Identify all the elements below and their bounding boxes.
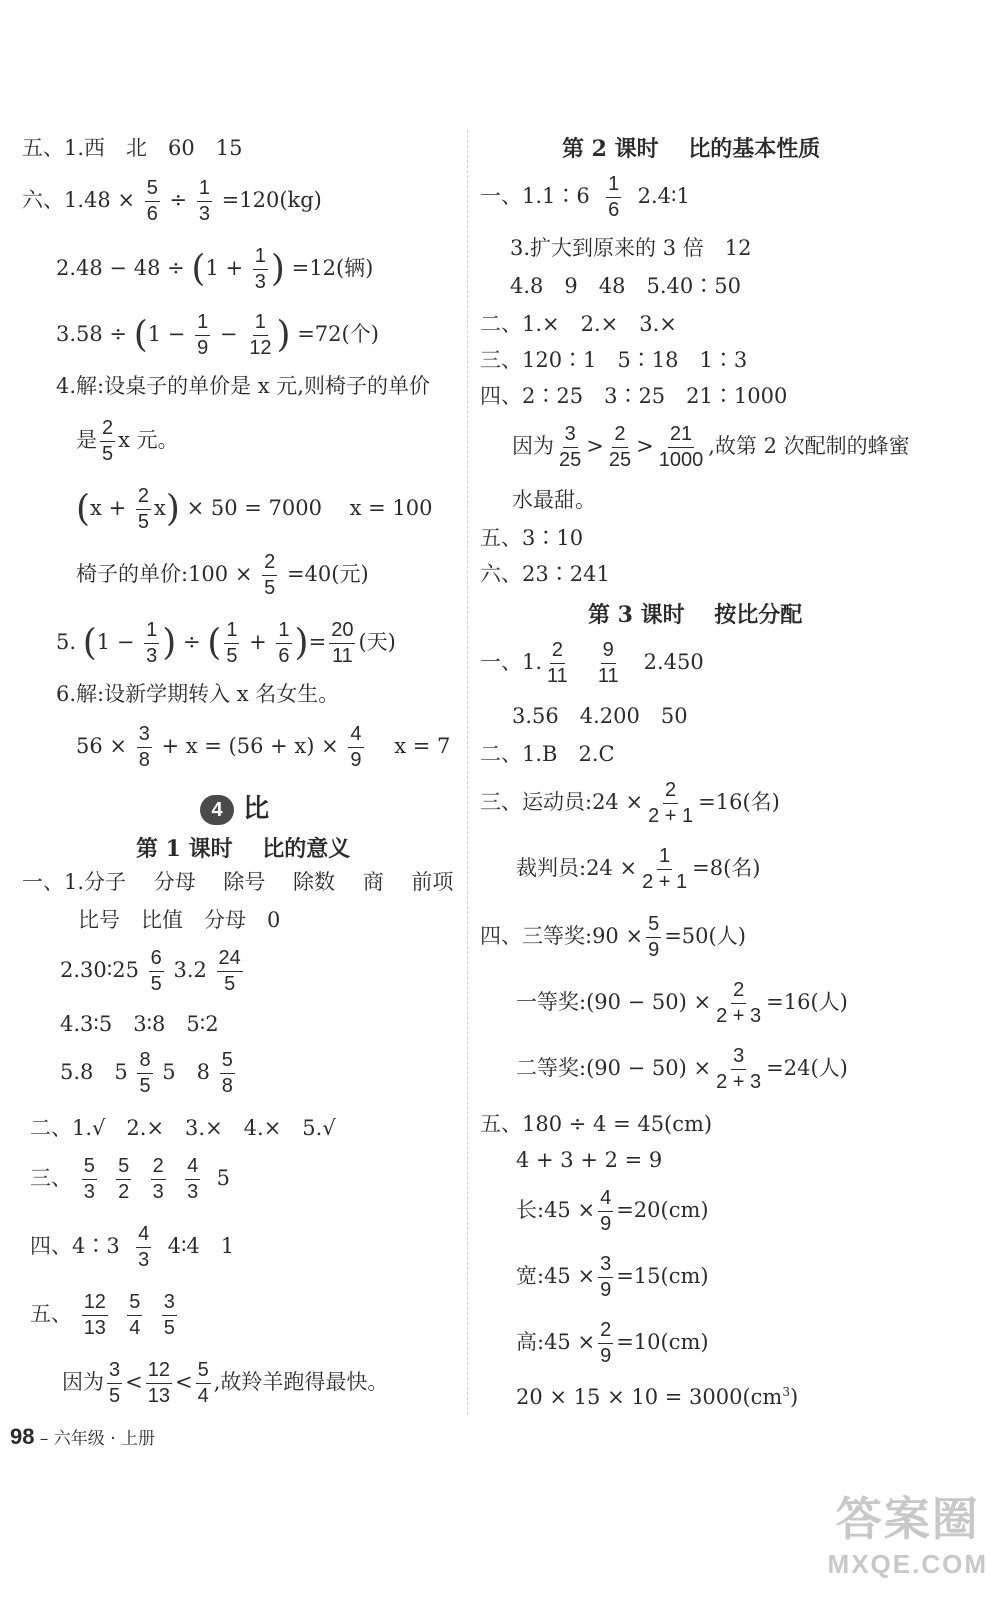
answer-6-4-intro	[56, 376, 430, 397]
answer-text: 比号 比值 分母 0	[78, 908, 281, 932]
fraction	[137, 724, 152, 771]
expr-result: =12(辆)	[291, 256, 374, 280]
watermark-url: MXQE.COM	[827, 1549, 988, 1579]
fraction	[598, 1254, 613, 1301]
numerator: 2	[550, 640, 565, 664]
numerator: 2	[612, 424, 627, 448]
answer-text: 4.8 9 48 5.40∶50	[510, 274, 741, 298]
expr-result: =10(cm)	[616, 1330, 709, 1354]
denominator: 5	[139, 1075, 151, 1097]
l3-section-1-q3	[512, 706, 688, 727]
answer-6-5	[56, 620, 396, 667]
l3-section-2	[480, 744, 615, 765]
expr-result: =16(名)	[698, 790, 780, 814]
fraction	[146, 1360, 172, 1407]
expr-result: × 50 = 7000 x = 100	[186, 496, 433, 520]
answer-text: 四、2∶25 3∶25 21∶1000	[480, 384, 788, 408]
numerator: 1	[197, 178, 212, 202]
answer-text: 4 + 3 + 2 = 9	[516, 1148, 663, 1172]
paren-close: )	[165, 488, 180, 530]
numerator: 3	[731, 1046, 746, 1070]
denominator: 5	[109, 1385, 121, 1407]
l2-section-4-cont	[512, 490, 596, 511]
fraction	[185, 1156, 200, 1203]
denominator: 4	[197, 1385, 209, 1407]
column-divider	[467, 130, 468, 1415]
expr-result: (天)	[358, 630, 396, 654]
denominator: 3	[187, 1181, 199, 1203]
answer-text: 三、120∶1 5∶18 1∶3	[480, 348, 748, 372]
answer-text: 二、1.× 2.× 3.×	[480, 312, 677, 336]
denominator: 1000	[658, 449, 704, 471]
numerator: 2	[136, 486, 151, 510]
answer-text: 五、1.西 北 60 15	[22, 136, 243, 160]
fraction	[329, 620, 355, 667]
l3-section-5-sum	[516, 1150, 662, 1171]
answer-text: 五、180 ÷ 4 = 45(cm)	[480, 1112, 713, 1136]
expr-lead: 因为	[62, 1370, 104, 1394]
numerator: 5	[82, 1156, 97, 1180]
l3-section-5	[480, 1114, 712, 1135]
numerator: 4	[598, 1188, 613, 1212]
answer-text: 6.解:设新学期转入 x 名女生。	[56, 682, 340, 706]
denominator: 3	[146, 645, 158, 667]
expr-part: 3.2	[173, 958, 207, 982]
numerator: 1	[253, 246, 268, 270]
paren-close: )	[276, 314, 291, 356]
expr-lead: 20 × 15 × 10 = 3000(cm	[516, 1385, 783, 1409]
l3-section-5-height	[516, 1320, 709, 1367]
fraction	[149, 948, 164, 995]
lesson-2-title	[562, 132, 820, 163]
l2-section-1-q1	[480, 174, 690, 221]
answer-6-6-intro	[56, 684, 339, 705]
footer-dash: –	[39, 1429, 49, 1449]
paren-open: (	[191, 248, 206, 290]
expr-part: 5 8	[162, 1060, 210, 1084]
denominator: 6	[278, 645, 290, 667]
fraction	[151, 1156, 166, 1203]
numerator: 5	[116, 1156, 131, 1180]
denominator: 2 + 1	[648, 805, 694, 827]
chapter-number-badge: 4	[200, 795, 234, 825]
grade-label: 六年级 · 上册	[53, 1429, 156, 1449]
watermark-title: 答案圈	[835, 1492, 980, 1546]
numerator: 8	[137, 1050, 152, 1074]
expr-part: x +	[90, 496, 127, 520]
denominator: 6	[146, 203, 158, 225]
fraction	[137, 1050, 152, 1097]
denominator: 9	[600, 1345, 612, 1367]
expr-part: 4∶4 1	[167, 1234, 235, 1258]
expr-lead: 三、运动员:24 ×	[480, 790, 644, 814]
fraction	[253, 246, 268, 293]
expr-result: =8(名)	[692, 856, 761, 880]
numerator: 3	[563, 424, 578, 448]
page-footer	[10, 1424, 155, 1450]
numerator: 5	[145, 178, 160, 202]
expr-result: =24(人)	[766, 1056, 848, 1080]
section-4-answers	[30, 1224, 234, 1271]
fraction	[100, 418, 115, 465]
l3-section-5-volume	[516, 1386, 798, 1408]
expr-lead: 2.48 − 48 ÷	[56, 256, 185, 280]
section-1-q4	[60, 1014, 219, 1035]
paren-open: (	[76, 488, 91, 530]
numerator: 3	[137, 724, 152, 748]
expr-part: 5	[216, 1166, 230, 1190]
answer-text: 4.解:设桌子的单价是 x 元,则椅子的单价	[56, 374, 430, 398]
denominator: 8	[221, 1075, 233, 1097]
denominator: 5	[137, 511, 149, 533]
numerator: 1	[606, 174, 621, 198]
fraction	[220, 1050, 235, 1097]
denominator: 4	[129, 1317, 141, 1339]
answer-text: 二、1.B 2.C	[480, 742, 615, 766]
expr-result: =120(kg)	[221, 188, 322, 212]
denominator: 5	[102, 443, 114, 465]
operator: ÷	[182, 630, 201, 654]
denominator: 13	[83, 1317, 106, 1339]
answer-5	[22, 138, 242, 159]
operator: −	[219, 322, 238, 346]
answer-6-6-eq	[76, 724, 450, 771]
expr-part: 1 −	[147, 322, 186, 346]
denominator: 11	[547, 665, 568, 687]
answer-text: 水最甜。	[512, 488, 596, 512]
answer-6-3	[56, 312, 379, 359]
denominator: 13	[147, 1385, 170, 1407]
numerator: 4	[185, 1156, 200, 1180]
fraction	[598, 1320, 613, 1367]
expr-lead: 四、4∶3	[30, 1234, 120, 1258]
expr-result: ,故羚羊跑得最快。	[213, 1370, 389, 1394]
fraction	[217, 948, 243, 995]
numerator: 20	[329, 620, 355, 644]
expr-lead: 三、	[30, 1166, 72, 1190]
l2-section-5	[480, 528, 583, 549]
fraction	[714, 980, 763, 1027]
expr-result: =15(cm)	[616, 1264, 709, 1288]
expr-lead: 二等奖:(90 − 50) ×	[516, 1056, 712, 1080]
denominator: 3	[254, 271, 266, 293]
fraction	[224, 620, 239, 667]
operator: >	[636, 434, 654, 458]
denominator: 5	[226, 645, 238, 667]
expr-lead: 四、三等奖:90 ×	[480, 924, 644, 948]
expr-lead: 56 ×	[76, 734, 127, 758]
expr-lead: 因为	[512, 434, 554, 458]
l2-section-1-q4	[510, 276, 741, 297]
expr-result: =20(cm)	[616, 1198, 709, 1222]
denominator: 9	[350, 749, 362, 771]
numerator: 2	[262, 552, 277, 576]
l2-section-4-explanation	[512, 424, 910, 471]
answer-text: 4.3∶5 3∶8 5∶2	[60, 1012, 219, 1036]
numerator: 1	[253, 312, 268, 336]
answer-text: 二、1.√ 2.× 3.× 4.× 5.√	[30, 1116, 336, 1140]
fraction	[196, 1360, 211, 1407]
paren-close: )	[270, 248, 285, 290]
chapter-heading	[200, 788, 269, 825]
fraction	[646, 780, 695, 827]
fraction	[197, 178, 212, 225]
fraction	[348, 724, 363, 771]
fraction	[136, 1224, 151, 1271]
expr-part: x	[153, 496, 166, 520]
answer-6-4-b	[76, 418, 179, 465]
answer-6-1	[22, 178, 322, 225]
fraction	[82, 1292, 108, 1339]
numerator: 2	[731, 980, 746, 1004]
fraction	[116, 1156, 131, 1203]
chapter-title: 比	[243, 794, 270, 824]
fraction	[144, 620, 159, 667]
section-1-q2	[60, 948, 246, 995]
fraction	[136, 486, 151, 533]
l3-section-4-second	[516, 1046, 848, 1093]
numerator: 5	[127, 1292, 142, 1316]
denominator: 5	[224, 973, 236, 995]
fraction	[606, 174, 621, 221]
expr-part: )	[789, 1385, 799, 1409]
operator: <	[125, 1370, 143, 1394]
denominator: 6	[608, 199, 620, 221]
watermark	[828, 1483, 988, 1580]
expr-lead: 5.	[56, 630, 77, 654]
lesson-title-text: 第 1 课时 比的意义	[136, 836, 351, 862]
lesson-1-title	[136, 832, 350, 863]
denominator: 9	[648, 939, 660, 961]
expr-lead: 一、1.	[480, 650, 543, 674]
section-3-answers	[30, 1156, 230, 1203]
section-1-q1-cont	[78, 910, 280, 931]
numerator: 21	[668, 424, 694, 448]
answer-text: 六、23∶241	[480, 562, 610, 586]
fraction	[262, 552, 277, 599]
expr-result: ,故第 2 次配制的蜂蜜	[708, 434, 910, 458]
answer-6-4-d	[76, 552, 369, 599]
denominator: 9	[197, 337, 209, 359]
denominator: 9	[600, 1279, 612, 1301]
fraction	[596, 640, 621, 687]
section-1-q1	[22, 872, 453, 893]
numerator: 1	[144, 620, 159, 644]
expr-part: 1 −	[96, 630, 135, 654]
denominator: 12	[249, 337, 272, 359]
numerator: 5	[196, 1360, 211, 1384]
expr-lead: 3.58 ÷	[56, 322, 128, 346]
l2-section-3	[480, 350, 747, 371]
denominator: 2 + 3	[716, 1005, 762, 1027]
fraction	[107, 1360, 122, 1407]
paren-open: (	[82, 622, 97, 664]
fraction	[557, 424, 583, 471]
l3-section-5-width	[516, 1254, 709, 1301]
denominator: 3	[83, 1181, 95, 1203]
lesson-3-title	[588, 598, 802, 629]
numerator: 5	[220, 1050, 235, 1074]
numerator: 1	[276, 620, 291, 644]
numerator: 24	[217, 948, 243, 972]
fraction	[82, 1156, 97, 1203]
expr-lead: 五、	[30, 1302, 72, 1326]
expr-result: x 元。	[118, 428, 179, 452]
fraction	[545, 640, 570, 687]
expr-lead: 2.30∶25	[60, 958, 139, 982]
section-5-explanation	[62, 1360, 388, 1407]
expr-lead: 长:45 ×	[516, 1198, 596, 1222]
numerator: 4	[136, 1224, 151, 1248]
fraction	[714, 1046, 763, 1093]
fraction	[127, 1292, 142, 1339]
numerator: 1	[195, 312, 210, 336]
expr-lead: 5.8 5	[60, 1060, 128, 1084]
numerator: 9	[601, 640, 616, 664]
denominator: 3	[152, 1181, 164, 1203]
numerator: 12	[146, 1360, 172, 1384]
paren-open: (	[133, 314, 148, 356]
fraction	[195, 312, 210, 359]
operator: =	[308, 630, 327, 654]
exponent: 3	[782, 1385, 790, 1399]
expr-part: 1 +	[205, 256, 244, 280]
numerator: 2	[151, 1156, 166, 1180]
fraction	[607, 424, 633, 471]
operator: >	[586, 434, 604, 458]
denominator: 25	[559, 449, 582, 471]
lesson-title-text: 第 2 课时 比的基本性质	[562, 136, 821, 162]
answer-text: 3.扩大到原来的 3 倍 12	[510, 236, 752, 260]
denominator: 11	[331, 645, 353, 667]
expr-part: 2.450	[643, 650, 704, 674]
operator: ÷	[169, 188, 188, 212]
fraction	[247, 312, 273, 359]
denominator: 5	[264, 577, 276, 599]
operator: +	[249, 630, 267, 654]
denominator: 5	[150, 973, 162, 995]
answer-6-4-c	[76, 486, 433, 533]
lesson-title-text: 第 3 课时 按比分配	[588, 602, 803, 628]
fraction	[640, 846, 689, 893]
l2-section-1-q3	[510, 238, 751, 259]
expr-lead: 一、1.1∶6	[480, 184, 590, 208]
numerator: 2	[598, 1320, 613, 1344]
paren-close: )	[162, 622, 177, 664]
l3-section-1-q1	[480, 640, 704, 687]
expr-lead: 椅子的单价:100 ×	[76, 562, 253, 586]
answer-text: 五、3∶10	[480, 526, 584, 550]
denominator: 2 + 3	[716, 1071, 762, 1093]
expr-result: x = 7	[373, 734, 451, 758]
l3-section-3-athletes	[480, 780, 780, 827]
denominator: 2 + 1	[642, 871, 688, 893]
expr-lead: 一等奖:(90 − 50) ×	[516, 990, 712, 1014]
denominator: 25	[608, 449, 632, 471]
expr-result: =50(人)	[664, 924, 746, 948]
answer-text: 3.56 4.200 50	[512, 704, 688, 728]
paren-open: (	[207, 622, 222, 664]
denominator: 9	[600, 1213, 612, 1235]
denominator: 2	[118, 1181, 130, 1203]
denominator: 3	[198, 203, 210, 225]
expr-lead: 宽:45 ×	[516, 1264, 596, 1288]
expr-lead: 高:45 ×	[516, 1330, 596, 1354]
numerator: 1	[657, 846, 672, 870]
fraction	[145, 178, 160, 225]
l2-section-4	[480, 386, 787, 407]
expr-result: =16(人)	[766, 990, 848, 1014]
expr-lead: 六、1.48 ×	[22, 188, 136, 212]
fraction	[646, 914, 661, 961]
l2-section-6	[480, 564, 610, 585]
numerator: 5	[646, 914, 661, 938]
l3-section-3-referees	[516, 846, 760, 893]
denominator: 11	[597, 665, 619, 687]
expr-lead: 裁判员:24 ×	[516, 856, 638, 880]
numerator: 2	[663, 780, 678, 804]
l3-section-5-length	[516, 1188, 709, 1235]
fraction	[162, 1292, 177, 1339]
numerator: 12	[82, 1292, 108, 1316]
numerator: 6	[149, 948, 164, 972]
fraction	[657, 424, 706, 471]
denominator: 5	[163, 1317, 175, 1339]
numerator: 1	[224, 620, 239, 644]
section-2-answers	[30, 1118, 336, 1139]
answer-6-2	[56, 246, 373, 293]
expr-part: + x = (56 + x) ×	[161, 734, 339, 758]
denominator: 8	[138, 749, 150, 771]
numerator: 2	[100, 418, 115, 442]
expr-lead: 是	[76, 428, 97, 452]
fraction	[276, 620, 291, 667]
l3-section-4-first	[516, 980, 848, 1027]
section-1-q5	[60, 1050, 238, 1097]
page-number: 98	[10, 1424, 35, 1449]
expr-result: =72(个)	[297, 322, 379, 346]
section-5-answers	[30, 1292, 180, 1339]
numerator: 4	[348, 724, 363, 748]
answer-text: 一、1.分子 分母 除号 除数 商 前项	[22, 870, 454, 894]
expr-part: 2.4∶1	[637, 184, 690, 208]
expr-result: =40(元)	[286, 562, 369, 586]
numerator: 3	[162, 1292, 177, 1316]
l3-section-4-third	[480, 914, 746, 961]
numerator: 3	[598, 1254, 613, 1278]
numerator: 3	[107, 1360, 122, 1384]
l2-section-2	[480, 314, 677, 335]
denominator: 3	[138, 1249, 150, 1271]
fraction	[598, 1188, 613, 1235]
operator: <	[174, 1370, 193, 1394]
paren-close: )	[294, 622, 309, 664]
